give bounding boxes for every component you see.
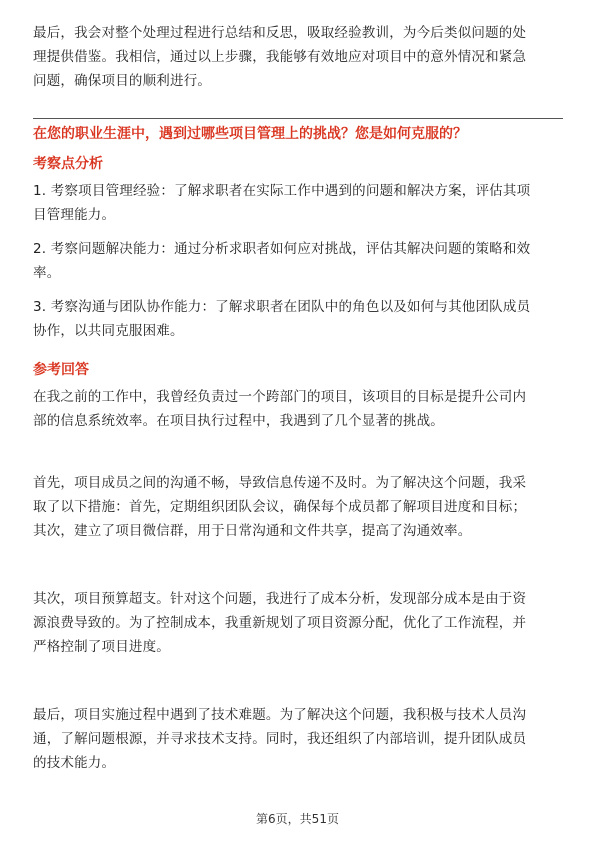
paragraph-line: 首先，项目成员之间的沟通不畅，导致信息传递不及时。为了解决这个问题，我采 <box>33 475 527 491</box>
paragraph-line: 目管理能力。 <box>33 207 116 223</box>
paragraph-line: 在我之前的工作中，我曾经负责过一个跨部门的项目，该项目的目标是提升公司内 <box>33 389 527 405</box>
paragraph-line: 2. 考察问题解决能力：通过分析求职者如何应对挑战，评估其解决问题的策略和效 <box>33 241 531 257</box>
paragraph-line: 其次，项目预算超支。针对这个问题，我进行了成本分析，发现部分成本是由于资 <box>33 591 527 607</box>
answer-paragraph-4 <box>33 703 563 775</box>
paragraph-line: 的技术能力。 <box>33 755 116 771</box>
answer-paragraph-2 <box>33 471 563 543</box>
paragraph-line: 3. 考察沟通与团队协作能力：了解求职者在团队中的角色以及如何与其他团队成员 <box>33 299 531 315</box>
paragraph-line: 最后，我会对整个处理过程进行总结和反思，吸取经验教训，为今后类似问题的处 <box>33 25 527 41</box>
paragraph-line: 问题，确保项目的顺利进行。 <box>33 73 212 89</box>
paragraph-line: 通，了解问题根源，并寻求技术支持。同时，我还组织了内部培训，提升团队成员 <box>33 731 527 747</box>
paragraph-line: 严格控制了项目进度。 <box>33 639 170 655</box>
analysis-item-1 <box>33 179 563 227</box>
paragraph-line: 取了以下措施：首先，定期组织团队会议，确保每个成员都了解项目进度和目标； <box>33 499 527 515</box>
paragraph-line: 源浪费导致的。为了控制成本，我重新规划了项目资源分配，优化了工作流程，并 <box>33 615 527 631</box>
paragraph-line: 协作，以共同克服困难。 <box>33 323 184 339</box>
analysis-item-2 <box>33 237 563 285</box>
paragraph-line: 1. 考察项目管理经验：了解求职者在实际工作中遇到的问题和解决方案，评估其项 <box>33 183 531 199</box>
paragraph-line: 率。 <box>33 265 61 281</box>
answer-paragraph-1 <box>33 385 563 433</box>
section-divider <box>33 118 563 119</box>
analysis-title: 考察点分析 <box>33 156 103 172</box>
analysis-item-3 <box>33 295 563 343</box>
question-heading: 在您的职业生涯中，遇到过哪些项目管理上的挑战？您是如何克服的？ <box>33 126 467 142</box>
answer-title: 参考回答 <box>33 362 89 378</box>
intro-paragraph <box>33 21 563 93</box>
paragraph-line: 部的信息系统效率。在项目执行过程中，我遇到了几个显著的挑战。 <box>33 413 444 429</box>
paragraph-line: 最后，项目实施过程中遇到了技术难题。为了解决这个问题，我积极与技术人员沟 <box>33 707 527 723</box>
answer-paragraph-3 <box>33 587 563 659</box>
page-number: 第6页，共51页 <box>256 812 339 826</box>
paragraph-line: 理提供借鉴。我相信，通过以上步骤，我能够有效地应对项目中的意外情况和紧急 <box>33 49 527 65</box>
paragraph-line: 其次，建立了项目微信群，用于日常沟通和文件共享，提高了沟通效率。 <box>33 523 472 539</box>
